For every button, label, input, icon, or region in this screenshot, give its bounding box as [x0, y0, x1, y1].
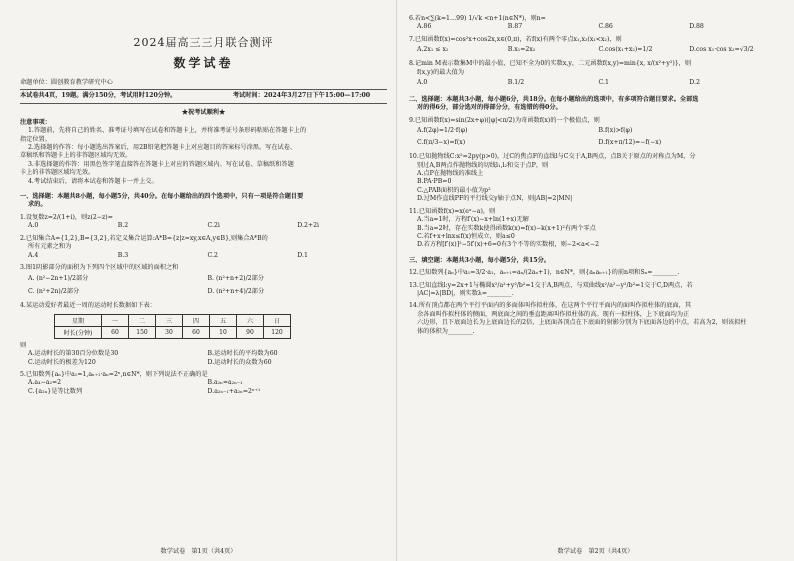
table-cell: 星期 [55, 314, 102, 326]
notice-heading: ★祝考试顺利★ [181, 108, 226, 116]
table-row [55, 326, 291, 338]
option-a: A.f(2φ)=1/2·f(φ) [417, 127, 468, 135]
exercise-table [54, 314, 291, 339]
option-a: A.0 [417, 79, 428, 87]
table-cell: 时长(分钟) [55, 326, 102, 338]
table-cell: 二 [129, 314, 156, 326]
option-a: A.4 [28, 251, 39, 259]
option-b: B.3 [117, 251, 129, 259]
question-7-options [409, 44, 780, 56]
option-b: B.f(x)>f(φ) [598, 127, 633, 135]
question-4-options-ab [20, 350, 387, 358]
section-1-heading: 一、选择题：本题共8小题，每小题5分，共40分。在每小题给出的四个选项中，只有一项是符合题目要 [20, 193, 304, 201]
exam-info-right: 考试时间：2024年3月27日下午15:00—17:00 [232, 92, 371, 100]
exam-info [20, 92, 387, 100]
option-a: A.点P在抛物线的准线上 [417, 170, 484, 178]
option-c: C.△PAB面积的最小值为p² [417, 186, 491, 194]
question-9: 9.已知函数f(x)=sin(2x+φ)(|φ|<π/2)为奇函数f(x)的一个极值点，则 [409, 116, 600, 124]
notice-line: 4.考试结束后，请将本试卷和答题卡一并上交。 [28, 177, 158, 185]
question-6: 6.若n<∑(k=1…99) 1/√k <n+1(n∈N*)，则n= [409, 15, 546, 22]
question-10-cont: 别过A,B两点作抛物线的切线l₁,l₂和交于点P，则 [417, 161, 549, 169]
section-2-heading-cont: 对的得6分，部分选对的得部分分，有选错的得0分。 [417, 104, 562, 112]
question-14-line: 14.所有顶点都在两个平行平面内的多面体叫作拟柱体，在这两个平行平面内的面叫作拟柱体的底面，其 [409, 302, 692, 310]
publisher: 命题单位：圆创教育教学研究中心 [20, 79, 113, 86]
section-1-heading-cont: 求的。 [28, 201, 47, 209]
option-b: B.2 [117, 222, 129, 230]
table-cell: 日 [264, 314, 291, 326]
table-cell: 五 [210, 314, 237, 326]
option-a: A.86 [417, 23, 432, 31]
notice-line: 卡上的非答题区域均无效。 [20, 169, 95, 177]
option-c: C.86 [598, 23, 613, 31]
table-cell: 120 [264, 326, 291, 338]
table-cell: 150 [129, 326, 156, 338]
option-a: A.0 [28, 222, 39, 230]
notice-line: 1.答题前，先将自己的姓名、准考证号填写在试卷和答题卡上，并将准考证号条形码粘贴在答题卡上的 [28, 127, 307, 135]
table-cell: 90 [237, 326, 264, 338]
question-3-options-cd [20, 285, 387, 298]
section-3-heading: 三、填空题：本题共3小题，每小题5分，共15分。 [409, 256, 550, 264]
notice-line: 指定位置。 [20, 135, 51, 143]
option-b: B.1/2 [507, 79, 525, 87]
option-b: B.a₂ₙ=a₂ₙ₋₁ [207, 379, 243, 387]
question-12: 12.已知数列{aₙ}中a₁=3/2·a₁，aₙ₊₁=aₙ/(2aₙ+1)，n∈N*，则{aₙaₙ₊₁}的前n项和Sₙ=________. [409, 269, 680, 277]
question-14-line: 余各面叫作拟柱体的侧面，两底面之间的垂直距离叫作拟柱体的高。现有一拟柱体，上下底面均为正 [417, 310, 690, 318]
question-2-cont: 所有元素之和为 [28, 243, 72, 251]
option-c: C.2 [207, 251, 218, 259]
notice-label: 注意事项： [20, 118, 51, 126]
question-13: 13.已知直线l:y=2x+1与椭圆x²/a²+y²/b²=1交于A,B两点，与双曲线x²/a²−y²/b²=1交于C,D两点，若 [409, 281, 693, 289]
option-d: D.a₂ₙ₋₁+a₂ₙ=2ⁿ⁺¹ [207, 387, 261, 395]
question-10: 10.已知抛物线C:x²=2py(p>0)，过C的焦点F的直线l与C交于A,B两点，点B关于原点的对称点为M，分 [409, 153, 696, 161]
option-c: C.1 [598, 79, 609, 87]
option-b: B.运动时长的平均数为60 [207, 350, 278, 358]
question-8-cont: f(x,y)的最大值为 [417, 68, 465, 76]
option-b: B.87 [507, 23, 523, 31]
table-cell: 60 [102, 326, 129, 338]
option-d: D.过M作直线PF的平行线交y轴于点N，则|AB|=2|MN| [417, 195, 573, 203]
question-3-options-ab [20, 272, 387, 285]
option-d: D. (n²+n+4)/2部分 [207, 288, 265, 296]
table-cell: 30 [156, 326, 183, 338]
notice-line: 草稿纸和答题卡上的非答题区域均无效。 [20, 152, 132, 160]
option-a: A. (n²−2n+1)/2部分 [28, 275, 89, 283]
option-c: C.2i [207, 222, 220, 230]
page-2-footer: 数学试卷 第2页（共4页） [557, 548, 634, 555]
option-c: C.cos(x₁+x₂)=1/2 [598, 46, 653, 54]
question-2: 2.已知集合A={1,2},B={3,2},若定义集合运算:A*B={z|z=xy,x∈A,y∈B},则集合A*B的 [20, 234, 268, 242]
notice-line: 3.非选择题的作答：用黑色签字笔直接答在答题卡上对应的答题区域内。写在试卷、草稿纸和答题 [28, 160, 294, 168]
table-cell: 60 [183, 326, 210, 338]
table-cell: 四 [183, 314, 210, 326]
question-8: 8.记min M表示数集M中的最小值，已知不全为0的实数x,y，二元函数f(x,y)=min{x, x/(x²+y²)}，则 [409, 60, 692, 68]
question-9-options-ab [409, 125, 780, 137]
option-d: D.f(x+π/12)=−f(−x) [598, 139, 662, 147]
option-d: D.88 [689, 23, 704, 31]
question-5: 5.已知数列{aₙ}中a₁=1,aₙ₊₁·aₙ=2ⁿ,n∈N*，则下列说法不正确的是 [20, 370, 208, 378]
option-a: A.2x₁ ≤ x₂ [417, 46, 449, 54]
option-b: B.当a=2时，存在实数k使得函数k(x)=f(x)−k(x+1)²有两个零点 [417, 224, 596, 232]
question-14-line: 体的体积为________. [417, 327, 475, 335]
question-3: 3.图1阴影部分的面积为下列四个区域中的区域的面积之和 [20, 263, 179, 271]
question-9-options-cd [409, 137, 780, 149]
table-cell: 三 [156, 314, 183, 326]
question-14-line: 六边形，且下底面边长为上底面边长的2倍，上底面各顶点在下底面的射影分别为下底面各边的中点，若高为2，则该拟柱 [417, 319, 747, 327]
option-d: D.cos x₁·cos x₂=√3/2 [689, 46, 754, 54]
exam-info-left: 本试卷共4页，19题。满分150分，考试用时120分钟。 [20, 92, 177, 100]
table-cell: 10 [210, 326, 237, 338]
option-b: B. (n²+n+2)/2部分 [207, 275, 264, 283]
divider [20, 89, 387, 90]
question-14 [409, 302, 780, 336]
question-4-options-cd [20, 359, 387, 367]
option-d: D.2+2i [297, 222, 319, 230]
exam-subtitle: 数学试卷 [173, 56, 234, 70]
option-a: A.当a=1时，方程f′(x)−x+ln(1+x)无解 [417, 216, 529, 224]
question-5-options-cd [20, 388, 387, 396]
question-4-then: 则 [20, 341, 27, 349]
question-1: 1.设复数z=2/(1+i)，则z(2−z)= [20, 213, 113, 221]
option-c: C.若f+x+lnx≤f(x)恒成立，则a≤0 [417, 232, 515, 240]
option-c: C. (n²+2n)/2部分 [28, 288, 80, 296]
table-cell: 一 [102, 314, 129, 326]
option-d: D.运动时长的众数为60 [207, 358, 272, 366]
question-7: 7.已知函数f(x)=cos²x+cos2x,x∈(0,π)，若f(x)有两个零点x₁,x₂(x₁<x₂)，则 [409, 35, 622, 43]
question-11: 11.已知函数f(x)=x(eˣ−a)，则 [409, 207, 496, 215]
option-a: A.a₄−a₂=2 [28, 379, 62, 387]
exam-title: 2024届高三三月联合测评 [133, 36, 274, 49]
option-d: D.2 [689, 79, 700, 87]
option-a: A.运动时长的第30百分位数是30 [28, 350, 119, 358]
option-c: C.运动时长的极差为120 [28, 358, 96, 366]
question-5-options-ab [20, 379, 387, 387]
notice-line: 2.选择题的作答：每小题选出答案后，用2B铅笔把答题卡上对应题目的答案标号涂黑。写在试卷、 [28, 144, 297, 152]
option-b: B.x₁=2x₂ [507, 46, 536, 54]
section-2-heading: 二、选择题：本题共3小题，每小题6分，共18分。在每小题给出的选项中，有多项符合题目要求。全部选 [409, 96, 699, 104]
option-c: C.{a₂ₙ}是等比数列 [28, 387, 83, 395]
option-c: C.f(π/3−x)=f(x) [417, 139, 466, 147]
divider [20, 103, 387, 104]
question-4: 4.某运动爱好者最近一周的运动时长数据如下表： [20, 302, 156, 310]
option-b: B.PA·PB=0 [417, 178, 452, 186]
page-1-footer: 数学试卷 第1页（共4页） [160, 548, 237, 555]
option-d: D.若方程[f′(x)]²−5f′(x)+6=0有3个不等的实数根，则−2<a<−2 [417, 241, 600, 249]
question-1-options [20, 222, 387, 230]
table-cell: 六 [237, 314, 264, 326]
question-8-options [409, 77, 780, 89]
question-13-cont: |AC|=λ|BD|，则实数λ=________. [417, 289, 514, 297]
option-d: D.1 [297, 251, 308, 259]
question-6-options [409, 23, 780, 31]
table-header-row [55, 314, 291, 326]
question-2-options [20, 252, 387, 260]
page-2 [397, 0, 794, 561]
